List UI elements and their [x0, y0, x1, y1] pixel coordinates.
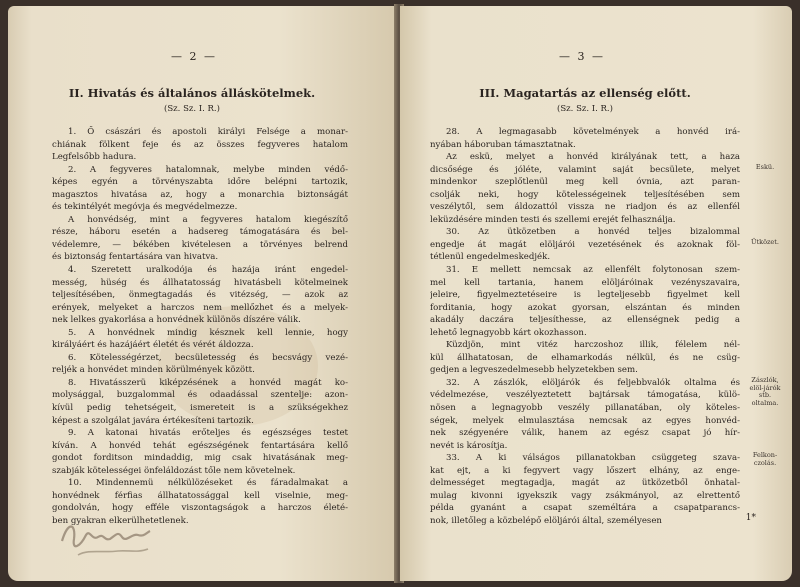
text-line: 10. Mindennemü nélkülözéseket és fáradalmakat a: [68, 478, 348, 489]
right-page: [400, 6, 792, 581]
text-line: kül állhatatosan, de elhamarkodás nélkül, és ne csüg-: [430, 352, 740, 363]
text-line: teljesítésében, önmegtagadás és vitézség, — azok az: [52, 290, 348, 301]
text-line: nevét is károsítja.: [430, 440, 508, 451]
text-line: tétlenül engedelmeskedjék.: [430, 252, 551, 263]
chapter-title: III. Magatartás az ellenség előtt.: [479, 86, 691, 100]
text-line: és tekintélyét megóvja és megvédelmezze.: [52, 202, 238, 213]
text-line: gondot forditson mindaddig, mig csak hivatásának meg-: [52, 453, 348, 464]
text-line: nösen a legnagyobb veszély pillanatában, oly köteles-: [430, 403, 740, 414]
margin-note: Eskü.: [755, 162, 775, 171]
text-line: nyában háboruban támasztatnak.: [430, 139, 576, 150]
text-line: mulag kivonni igyekszik vagy zsákmányol, az elrettentő: [430, 490, 740, 501]
handwritten-signature: [58, 511, 153, 561]
text-line: képest a szolgálat javára értékesíteni tartozik.: [52, 415, 254, 426]
chapter-subtitle: (Sz. Sz. I. R.): [557, 104, 613, 114]
text-line: mindenkor szeplőtlenül meg kell óvnia, azt paran-: [430, 177, 740, 188]
text-line: 31. E mellett nemcsak az ellenfélt folytonosan szem-: [446, 265, 740, 276]
text-line: honvédnek férfias állhatatossággal kell viselnie, meg-: [52, 490, 348, 501]
text-line: jeleire, figyelmeztetéseire is legteljesebb figyelmet kell: [430, 290, 740, 301]
chapter-subtitle: (Sz. Sz. I. R.): [164, 104, 220, 114]
text-line: védelmezése, veszélyeztetett bajtársak támogatása, külö-: [430, 390, 740, 401]
text-line: csolják neki, hogy kötelességeinek teljesítésében sem: [430, 189, 740, 200]
text-line: A honvédség, mint a fegyveres hatalom kiegészítő: [68, 214, 348, 225]
text-line: 32. A zászlók, elöljárók és feljebbvalók oltalma és: [446, 377, 740, 388]
page-body-text: [430, 126, 740, 528]
text-line: ben gyakran elkerülhetetlenek.: [52, 515, 189, 526]
text-line: Legfelsőbb hadura.: [52, 152, 137, 163]
page-number: — 3 —: [559, 50, 605, 63]
text-line: 28. A legmagasabb követelmények a honvéd irá-: [446, 127, 740, 137]
text-line: királyáért és hazájáért életét és vérét áldozza.: [52, 340, 254, 351]
text-line: reljék a honvédet minden körülmények között.: [52, 365, 255, 376]
text-line: lehető legnagyobb kárt okozhasson.: [430, 327, 587, 338]
text-line: veszélytől, sem áldozattól vissza ne riadjon és az ellenfél: [430, 202, 740, 213]
text-line: 5. A honvédnek mindig késznek kell lennie, hogy: [68, 327, 348, 338]
text-line: chiának fölkent feje és az összes fegyveres hatalom: [52, 139, 348, 150]
text-line: kívül pedig tehetségeit, ismereteit is a szükségekhez: [52, 403, 348, 414]
text-line: része, háboru esetén a hadsereg támogatására és bel-: [52, 227, 348, 238]
text-line: akadály daczára teljesíthesse, az ellenségnek pedig a: [430, 315, 740, 326]
text-line: 2. A fegyveres hatalomnak, melybe minden védő-: [68, 164, 348, 175]
text-line: leküzdésére minden testi és szellemi erejét felhasználja.: [430, 214, 676, 225]
text-line: gondolván, hogy efféle viszontagságok a harczos életé-: [52, 503, 348, 514]
text-line: delmességet megtagadja, magát az ütközetből önhatal-: [430, 478, 740, 489]
text-line: ségek, melyek elmulasztása nemcsak az egyes honvéd-: [430, 415, 740, 426]
text-line: erények, melyeket a harczos nem mellőzhet és a melyek-: [52, 302, 348, 313]
text-line: nok, illetőleg a közbelépő elöljárói által, személyesen: [430, 515, 662, 526]
text-line: védelemre, — békében kivételesen a törvényes belrend: [52, 239, 348, 250]
text-line: 6. Kötelességérzet, becsületesség és becsvágy vezé-: [68, 352, 348, 363]
text-line: 8. Hivatásszerü kiképzésének a honvéd magát ko-: [68, 377, 348, 388]
text-line: magasztos hivatása az, hogy a monarchia biztonságát: [52, 189, 348, 200]
text-line: Az eskü, melyet a honvéd királyának tett, a haza: [446, 152, 740, 163]
page-number: — 2 —: [171, 50, 217, 63]
text-line: kíván. A honvéd tehát egészségének fentartására kellő: [52, 440, 348, 451]
text-line: engedje át magát elöljárói vezetésének és azoknak föl-: [430, 239, 740, 250]
text-line: dicsősége és jóléte, valamint saját becsülete, melyet: [430, 164, 740, 175]
text-line: gedjen a legveszedelmesebb helyzetekben sem.: [430, 365, 638, 376]
text-line: nek szégyenére válik, hanem az egész csapat jó hír-: [430, 428, 740, 439]
margin-note: Zászlók, elöl-járók stb. oltalma.: [749, 376, 781, 407]
text-line: szabják kötelességei önfeláldozást tőle nem követelnek.: [52, 465, 296, 476]
text-line: forditania, hogy azokat gyorsan, elszántan és minden: [430, 302, 740, 313]
margin-note: Ütközet.: [751, 237, 779, 246]
text-line: messég, hüség és állhatatosság hivatásbeli kötelmeinek: [52, 277, 348, 288]
page-body-text: [52, 126, 348, 528]
left-page: [8, 6, 396, 581]
text-line: és biztonság fentartására van hivatva.: [52, 252, 219, 263]
text-line: 9. A katonai hivatás erőteljes és egészséges testet: [68, 428, 348, 439]
text-line: kat ejt, a ki fegyvert vagy lőszert elhány, az enge-: [430, 465, 740, 476]
signature-mark: 1*: [745, 513, 756, 523]
text-line: nek lelkes gyakorlása a honvédnek különös díszére válik.: [52, 315, 301, 326]
text-line: mel kell tartania, hanem elöljáróinak vezényszavaira,: [430, 277, 740, 288]
text-line: 1. Ő császári és apostoli királyi Felsége a monar-: [68, 127, 348, 137]
chapter-title: II. Hivatás és általános álláskötelmek.: [68, 86, 316, 100]
margin-note: Felkon-czolás.: [752, 451, 778, 467]
text-line: példa gyanánt a csapat személtára a csapatparancs-: [430, 503, 740, 514]
text-line: 33. A ki válságos pillanatokban csüggeteg szava-: [446, 453, 740, 464]
text-line: képes egyén a törvényszabta időre belépni tartozik,: [52, 177, 348, 188]
text-line: Küzdjön, mint vitéz harczoshoz illik, félelem nél-: [446, 340, 740, 351]
text-line: 4. Szeretett uralkodója és hazája iránt engedel-: [68, 265, 348, 276]
text-line: 30. Az ütközetben a honvéd teljes bizalommal: [446, 227, 740, 238]
text-line: molysággal, buzgalommal és odaadással szentelje: azon-: [52, 390, 348, 401]
